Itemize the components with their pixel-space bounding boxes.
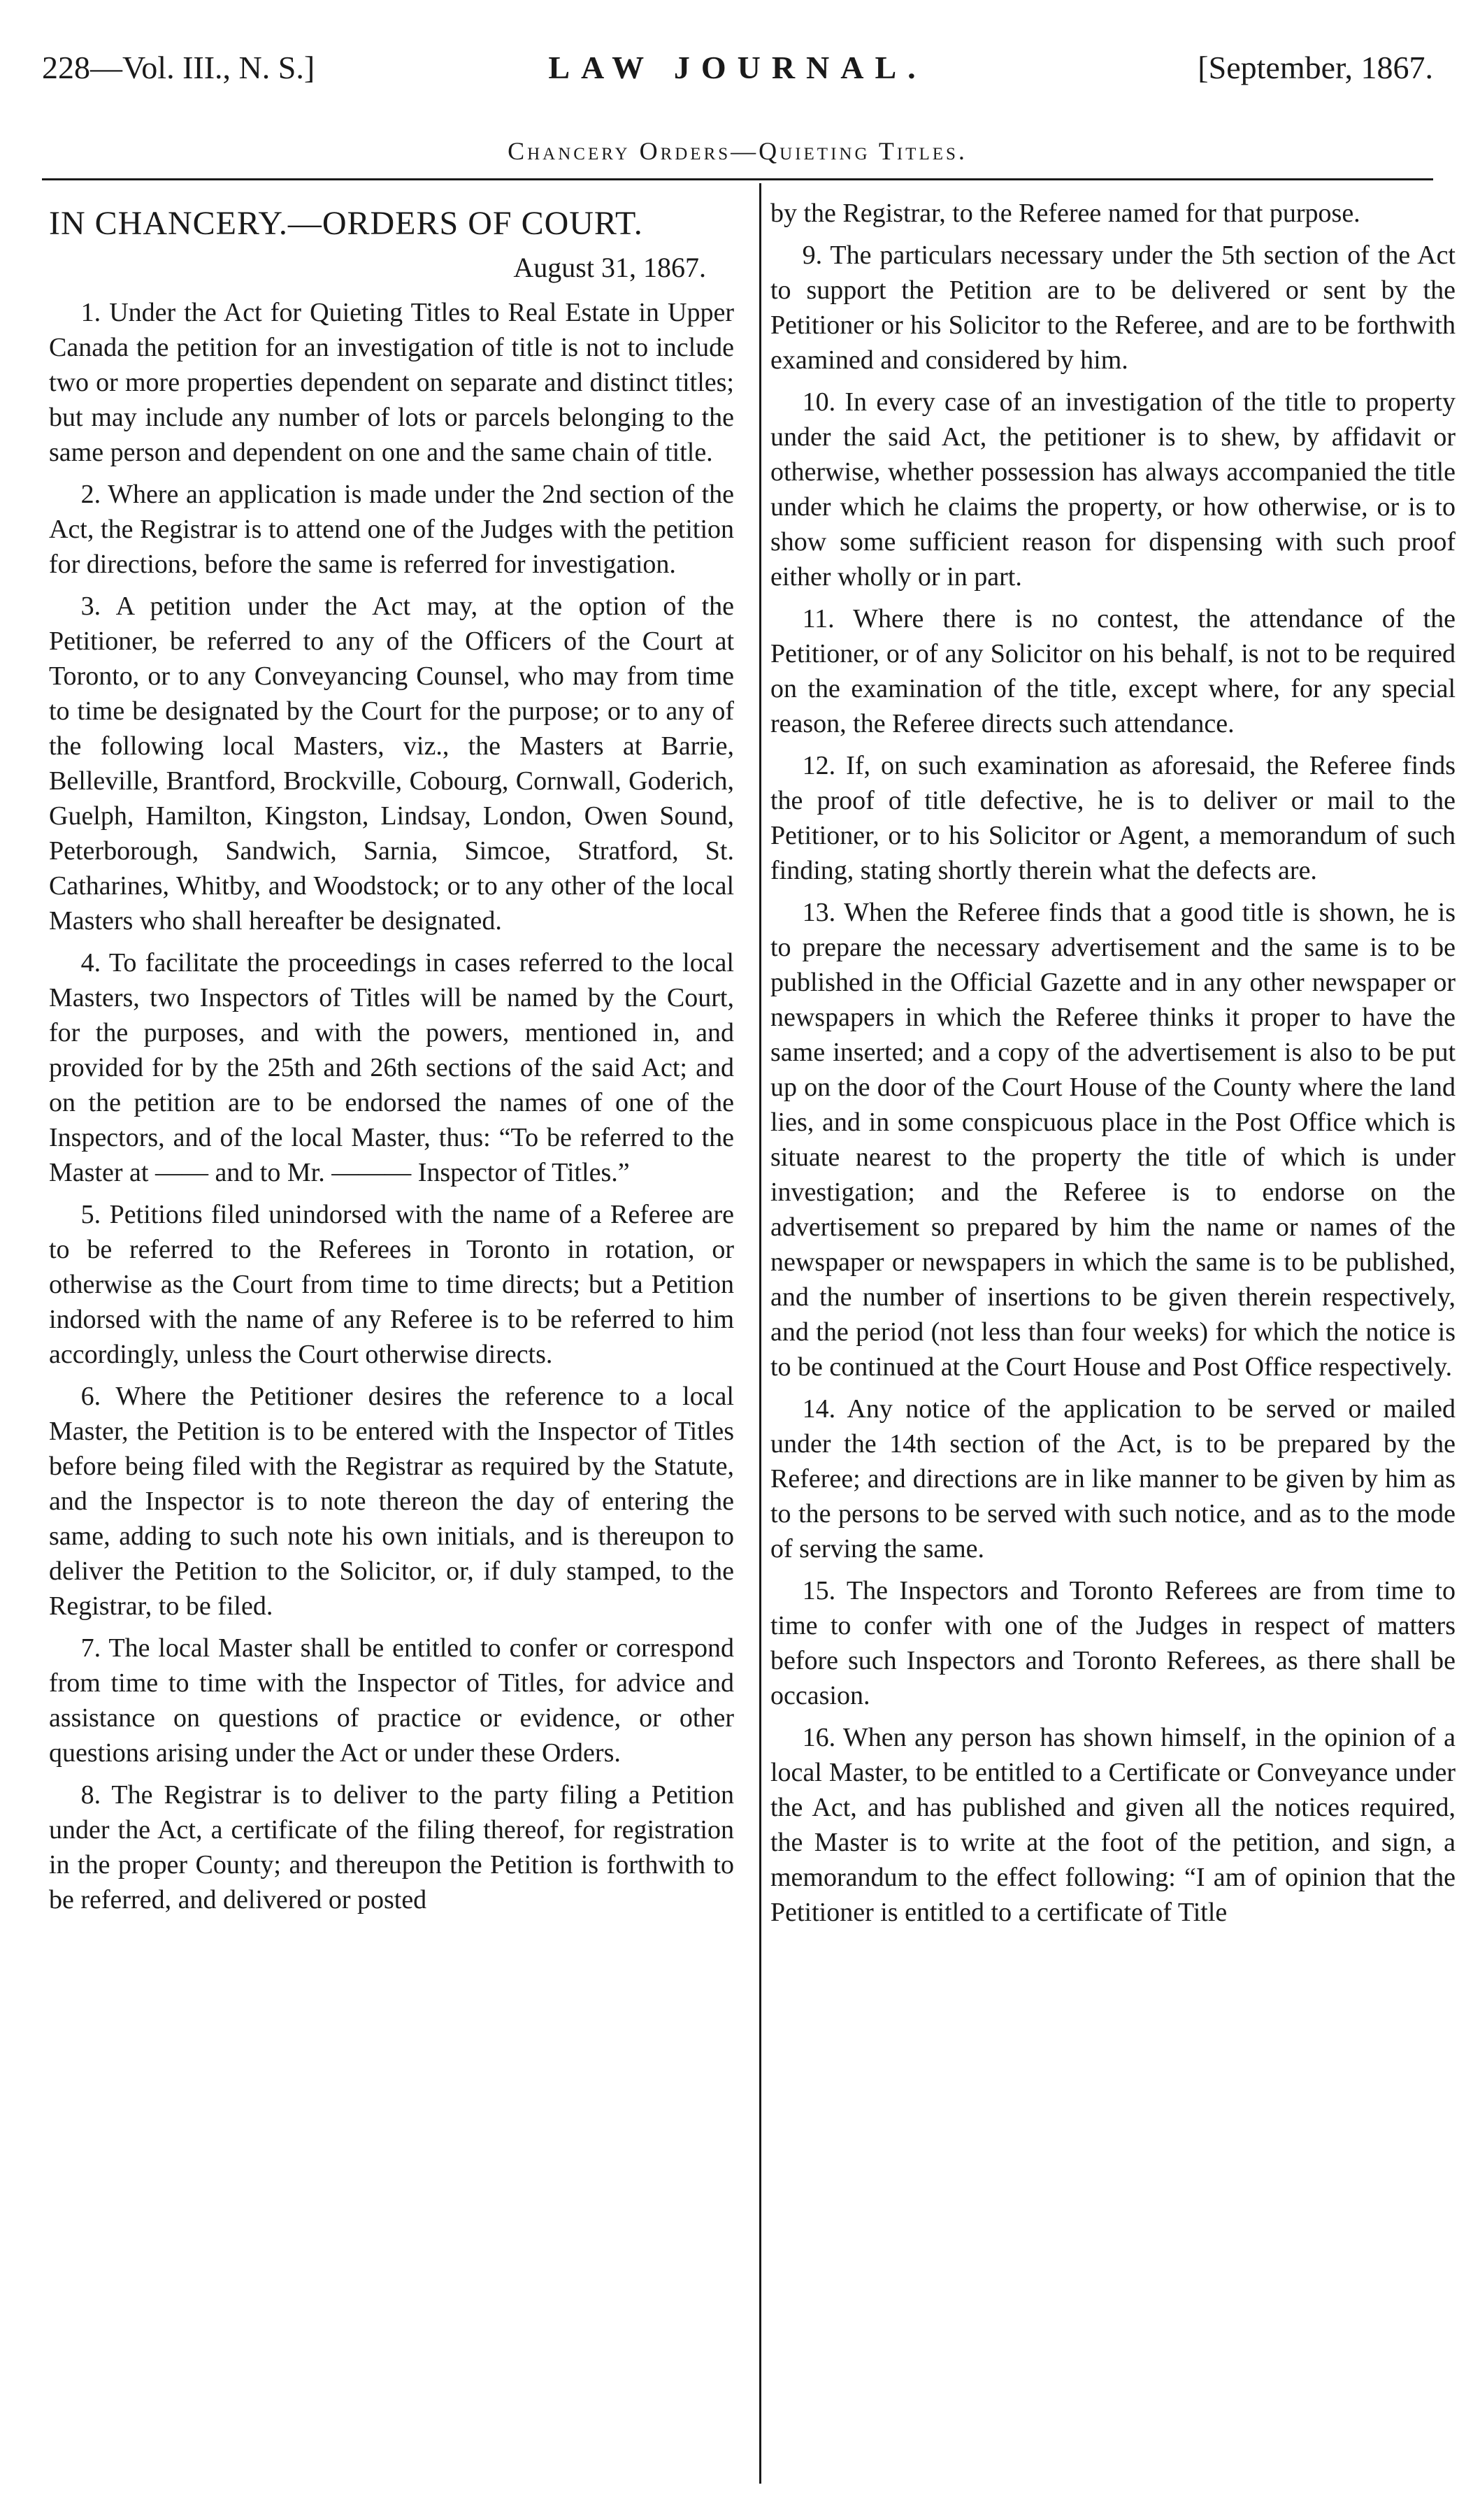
paragraph-5: 5. Petitions filed unindorsed with the name of a Referee are to be referred to the Referees in Toronto in rotation, or otherwise as the Court from time to time directs; but a Petition indorsed with the name of any Referee is to be referred to him accordingly, unless the Court otherwise directs. [49,1200,734,1369]
article-date: August 31, 1867. [513,252,706,283]
left-column [49,196,734,2496]
journal-title: LAW JOURNAL. [548,50,927,85]
column-divider [759,183,761,2484]
paragraph-8: 8. The Registrar is to deliver to the party filing a Petition under the Act, a certificate of the filing thereof, for registration in the proper County; and thereupon the Petition is forthwith to be referred, and delivered or posted [49,1780,734,1914]
article-heading: IN CHANCERY.—ORDERS OF COURT. [49,205,643,242]
paragraph-11: 11. Where there is no contest, the attendance of the Petitioner, or of any Solicitor on his behalf, is not to be required on the examination of the title, except where, for any special reason, the Referee directs such attendance. [770,604,1456,738]
right-column [770,196,1456,2496]
paragraph-2: 2. Where an application is made under the 2nd section of the Act, the Registrar is to attend one of the Judges with the petition for directions, before the same is referred for investigation. [49,480,734,579]
paragraph-8-continued: by the Registrar, to the Referee named for that purpose. [770,199,1360,228]
paragraph-4: 4. To facilitate the proceedings in cases referred to the local Masters, two Inspectors of Titles will be named by the Court, for the purposes, and with the powers, mentioned in, and provided for by the 25th and 26th sections of the said Act; and on the petition are to be endorsed the names of one of the Inspectors, and of the local Master, thus: “To be referred to the Master at —— and to Mr. ——— Inspector of Titles.” [49,948,734,1187]
running-head [42,28,1433,105]
paragraph-15: 15. The Inspectors and Toronto Referees are from time to time to confer with one of the Judges in respect of matters before such Inspectors and Toronto Referees, as there shall be occasion. [770,1576,1456,1710]
issue-date: [September, 1867. [1198,50,1433,85]
section-title: Chancery Orders—Quieting Titles. [508,137,968,165]
header-rule [42,178,1433,180]
paragraph-12: 12. If, on such examination as aforesaid, the Referee finds the proof of title defective, he is to deliver or mail to the Petitioner, or to his Solicitor or Agent, a memorandum of such finding, stating shortly therein what the defects are. [770,751,1456,885]
paragraph-14: 14. Any notice of the application to be served or mailed under the 14th section of the Act, is to be prepared by the Referee; and directions are in like manner to be given by him as to the persons to be served with such notice, and as to the mode of serving the same. [770,1394,1456,1563]
paragraph-16: 16. When any person has shown himself, in the opinion of a local Master, to be entitled to a Certificate or Conveyance under the Act, and has published and given all the notices required, the Master is to write at the foot of the petition, and sign, a memorandum to the effect following: “I am of opinion that the Petitioner is entitled to a certificate of Title [770,1723,1456,1927]
paragraph-9: 9. The particulars necessary under the 5th section of the Act to support the Petition are to be delivered or sent by the Petitioner or his Solicitor to the Referee, and are to be forthwith examined and considered by him. [770,241,1456,375]
paragraph-6: 6. Where the Petitioner desires the reference to a local Master, the Petition is to be entered with the Inspector of Titles before being filed with the Registrar as required by the Statute, and the Inspector is to note thereon the day of entering the same, adding to such note his own initials, and is thereupon to deliver the Petition to the Solicitor, or, if duly stamped, to the Registrar, to be filed. [49,1382,734,1621]
paragraph-3: 3. A petition under the Act may, at the option of the Petitioner, be referred to any of the Officers of the Court at Toronto, or to any Conveyancing Counsel, who may from time to time be designated by the Court for the purpose; or to any of the following local Masters, viz., the Masters at Barrie, Belleville, Brantford, Brockville, Cobourg, Cornwall, Goderich, Guelph, Hamilton, Kingston, Lindsay, London, Owen Sound, Peterborough, Sandwich, Sarnia, Simcoe, Stratford, St. Catharines, Whitby, and Woodstock; or to any other of the local Masters who shall hereafter be designated. [49,592,734,936]
volume-info: 228—Vol. III., N. S.] [42,50,315,85]
paragraph-13: 13. When the Referee finds that a good title is shown, he is to prepare the necessary advertisement and the same is to be published in the Official Gazette and in any other newspaper or newspapers in which the Referee thinks it proper to have the same inserted; and a copy of the advertisement is also to be put up on the door of the Court House of the County where the land lies, and in some conspicuous place in the Post Office which is situate nearest to the property the title of which is under investigation; and the Referee is to endorse on the advertisement so prepared by him the name or names of the newspaper or newspapers in which the same is to be published, and the number of insertions to be given therein respectively, and the period (not less than four weeks) for which the notice is to be continued at the Court House and Post Office respectively. [770,898,1456,1382]
paragraph-1: 1. Under the Act for Quieting Titles to Real Estate in Upper Canada the petition for an investigation of title is not to include two or more properties dependent on separate and distinct titles; but may include any number of lots or parcels belonging to the same person and dependent on one and the same chain of title. [49,298,734,467]
paragraph-10: 10. In every case of an investigation of the title to property under the said Act, the petitioner is to shew, by affidavit or otherwise, whether possession has always accompanied the title under which he claims the property, or how otherwise, or is to show some sufficient reason for dispensing with such proof either wholly or in part. [770,387,1456,592]
paragraph-7: 7. The local Master shall be entitled to confer or correspond from time to time with the Inspector of Titles, for advice and assistance on questions of practice or evidence, or other questions arising under the Act or under these Orders. [49,1633,734,1768]
